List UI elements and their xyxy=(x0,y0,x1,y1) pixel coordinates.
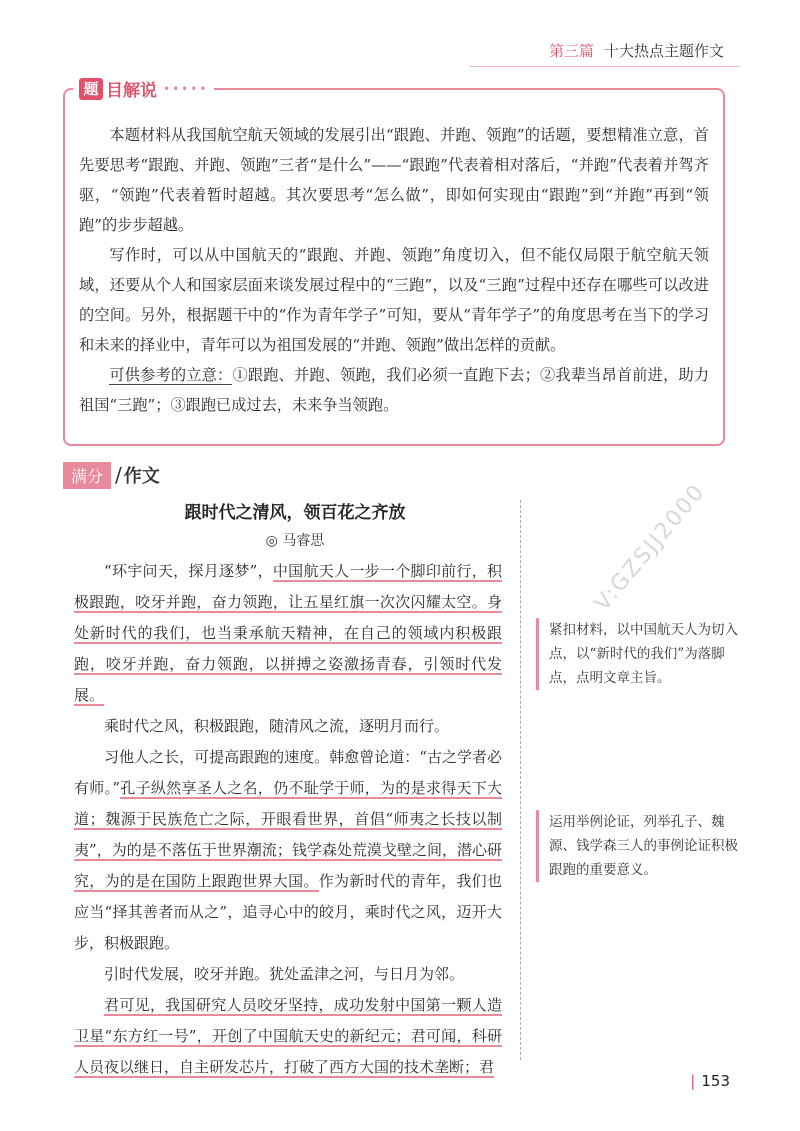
essay-paragraph-3 xyxy=(74,742,502,959)
analysis-tag-icon: 题 xyxy=(79,78,103,100)
essay-section-tag xyxy=(63,462,160,488)
essay-body xyxy=(74,556,502,1083)
analysis-tag xyxy=(73,76,214,101)
reference-ideas-label: 可供参考的立意： xyxy=(109,366,233,384)
analysis-tag-label: 目解说 xyxy=(106,81,157,101)
margin-note-2: 运用举例论证，列举孔子、魏源、钱学森三人的事例论证积极跟跑的重要意义。 xyxy=(536,810,745,882)
essay-paragraph-1 xyxy=(74,556,502,711)
part-label: 第三篇 xyxy=(548,42,594,60)
tag-slash: / xyxy=(115,463,122,487)
analysis-paragraph-1: 本题材料从我国航空航天领域的发展引出“跟跑、并跑、领跑”的话题，要想精准立意，首先要思考“跟跑、并跑、领跑”三者“是什么”——“跟跑”代表着相对落后，“并跑”代表着并驾齐驱，“领跑”代表着暂时超越。其次要思考“怎么做”，即如何实现由“跟跑”到“并跑”再到“领跑”的步步超越。 xyxy=(79,126,709,234)
essay-section-label: 作文 xyxy=(123,466,160,487)
highlighted-examples: 孔子纵然享圣人之名，仍不耻学于师，为的是求得天下大道；魏源于民族危亡之际，开眼看世界，首倡“师夷之长技以制夷”，为的是不落伍于世界潮流；钱学森处荒漠戈壁之间，潜心研究，为的是在国防上跟跑世界大国。 xyxy=(74,779,502,890)
page-number-value: 153 xyxy=(701,1072,730,1090)
analysis-body xyxy=(79,120,709,420)
opening-quote: “环宇问天，探月逐梦”， xyxy=(104,562,273,580)
essay-paragraph-2: 乘时代之风，积极跟跑，随清风之流，逐明月而行。 xyxy=(104,717,450,735)
analysis-box xyxy=(63,79,725,446)
margin-divider xyxy=(520,500,521,1060)
header-divider xyxy=(470,66,740,67)
paragraph-3-conclusion: 作为新时代的青年，我们也应当“择其善者而从之”，追寻心中的皎月，乘时代之风，迈开大步，积极跟跑。 xyxy=(74,872,502,952)
essay-paragraph-5 xyxy=(74,990,502,1083)
essay-paragraph-4: 引时代发展，咬牙并跑。犹处孟津之河，与日月为邻。 xyxy=(104,965,465,983)
analysis-paragraph-3 xyxy=(79,360,709,420)
margin-note-1: 紧扣材料，以中国航天人为切入点，以“新时代的我们”为落脚点，点明文章主旨。 xyxy=(536,618,745,690)
watermark: V:GZSJJ2000 xyxy=(590,479,711,617)
highlighted-achievements: 君可见，我国研究人员咬牙坚持，成功发射中国第一颗人造卫星“东方红一号”，开创了中国航天史的新纪元；君可闻，科研人员夜以继日，自主研发芯片，打破了西方大国的技术垄断；君 xyxy=(74,996,502,1076)
dots-decoration: ••••• xyxy=(163,81,209,96)
page-number xyxy=(690,1072,730,1090)
page-number-bar: | xyxy=(690,1072,696,1090)
running-header xyxy=(549,40,724,61)
han-yu-quote: 习他人之长，可提高跟跑的速度。韩愈曾论道：“古之学者必有师。” xyxy=(74,748,502,797)
full-score-badge: 满分 xyxy=(63,462,111,489)
chapter-title: 十大热点主题作文 xyxy=(603,42,724,60)
reference-ideas-text: ①跟跑、并跑、领跑，我们必须一直跑下去；②我辈当昂首前进，助力祖国“三跑”；③跟跑已成过去，未来争当领跑。 xyxy=(79,366,710,414)
essay-title: 跟时代之清风，领百花之齐放 xyxy=(184,503,406,523)
analysis-paragraph-2: 写作时，可以从中国航天的“跟跑、并跑、领跑”角度切入，但不能仅局限于航空航天领域，还要从个人和国家层面来谈发展过程中的“三跑”，以及“三跑”过程中还存在哪些可以改进的空间。另外，根据题干中的“作为青年学子”可知，要从“青年学子”的角度思考在当下的学习和未来的择业中，青年可以为祖国发展的“并跑、领跑”做出怎样的贡献。 xyxy=(79,246,709,354)
highlighted-thesis: 中国航天人一步一个脚印前行，积极跟跑，咬牙并跑，奋力领跑，让五星红旗一次次闪耀太空。身处新时代的我们，也当秉承航天精神，在自己的领域内积极跟跑，咬牙并跑，奋力领跑，以拼搏之姿激扬青春，引领时代发展。 xyxy=(74,562,502,704)
essay-author: ◎ 马睿思 xyxy=(265,533,325,549)
